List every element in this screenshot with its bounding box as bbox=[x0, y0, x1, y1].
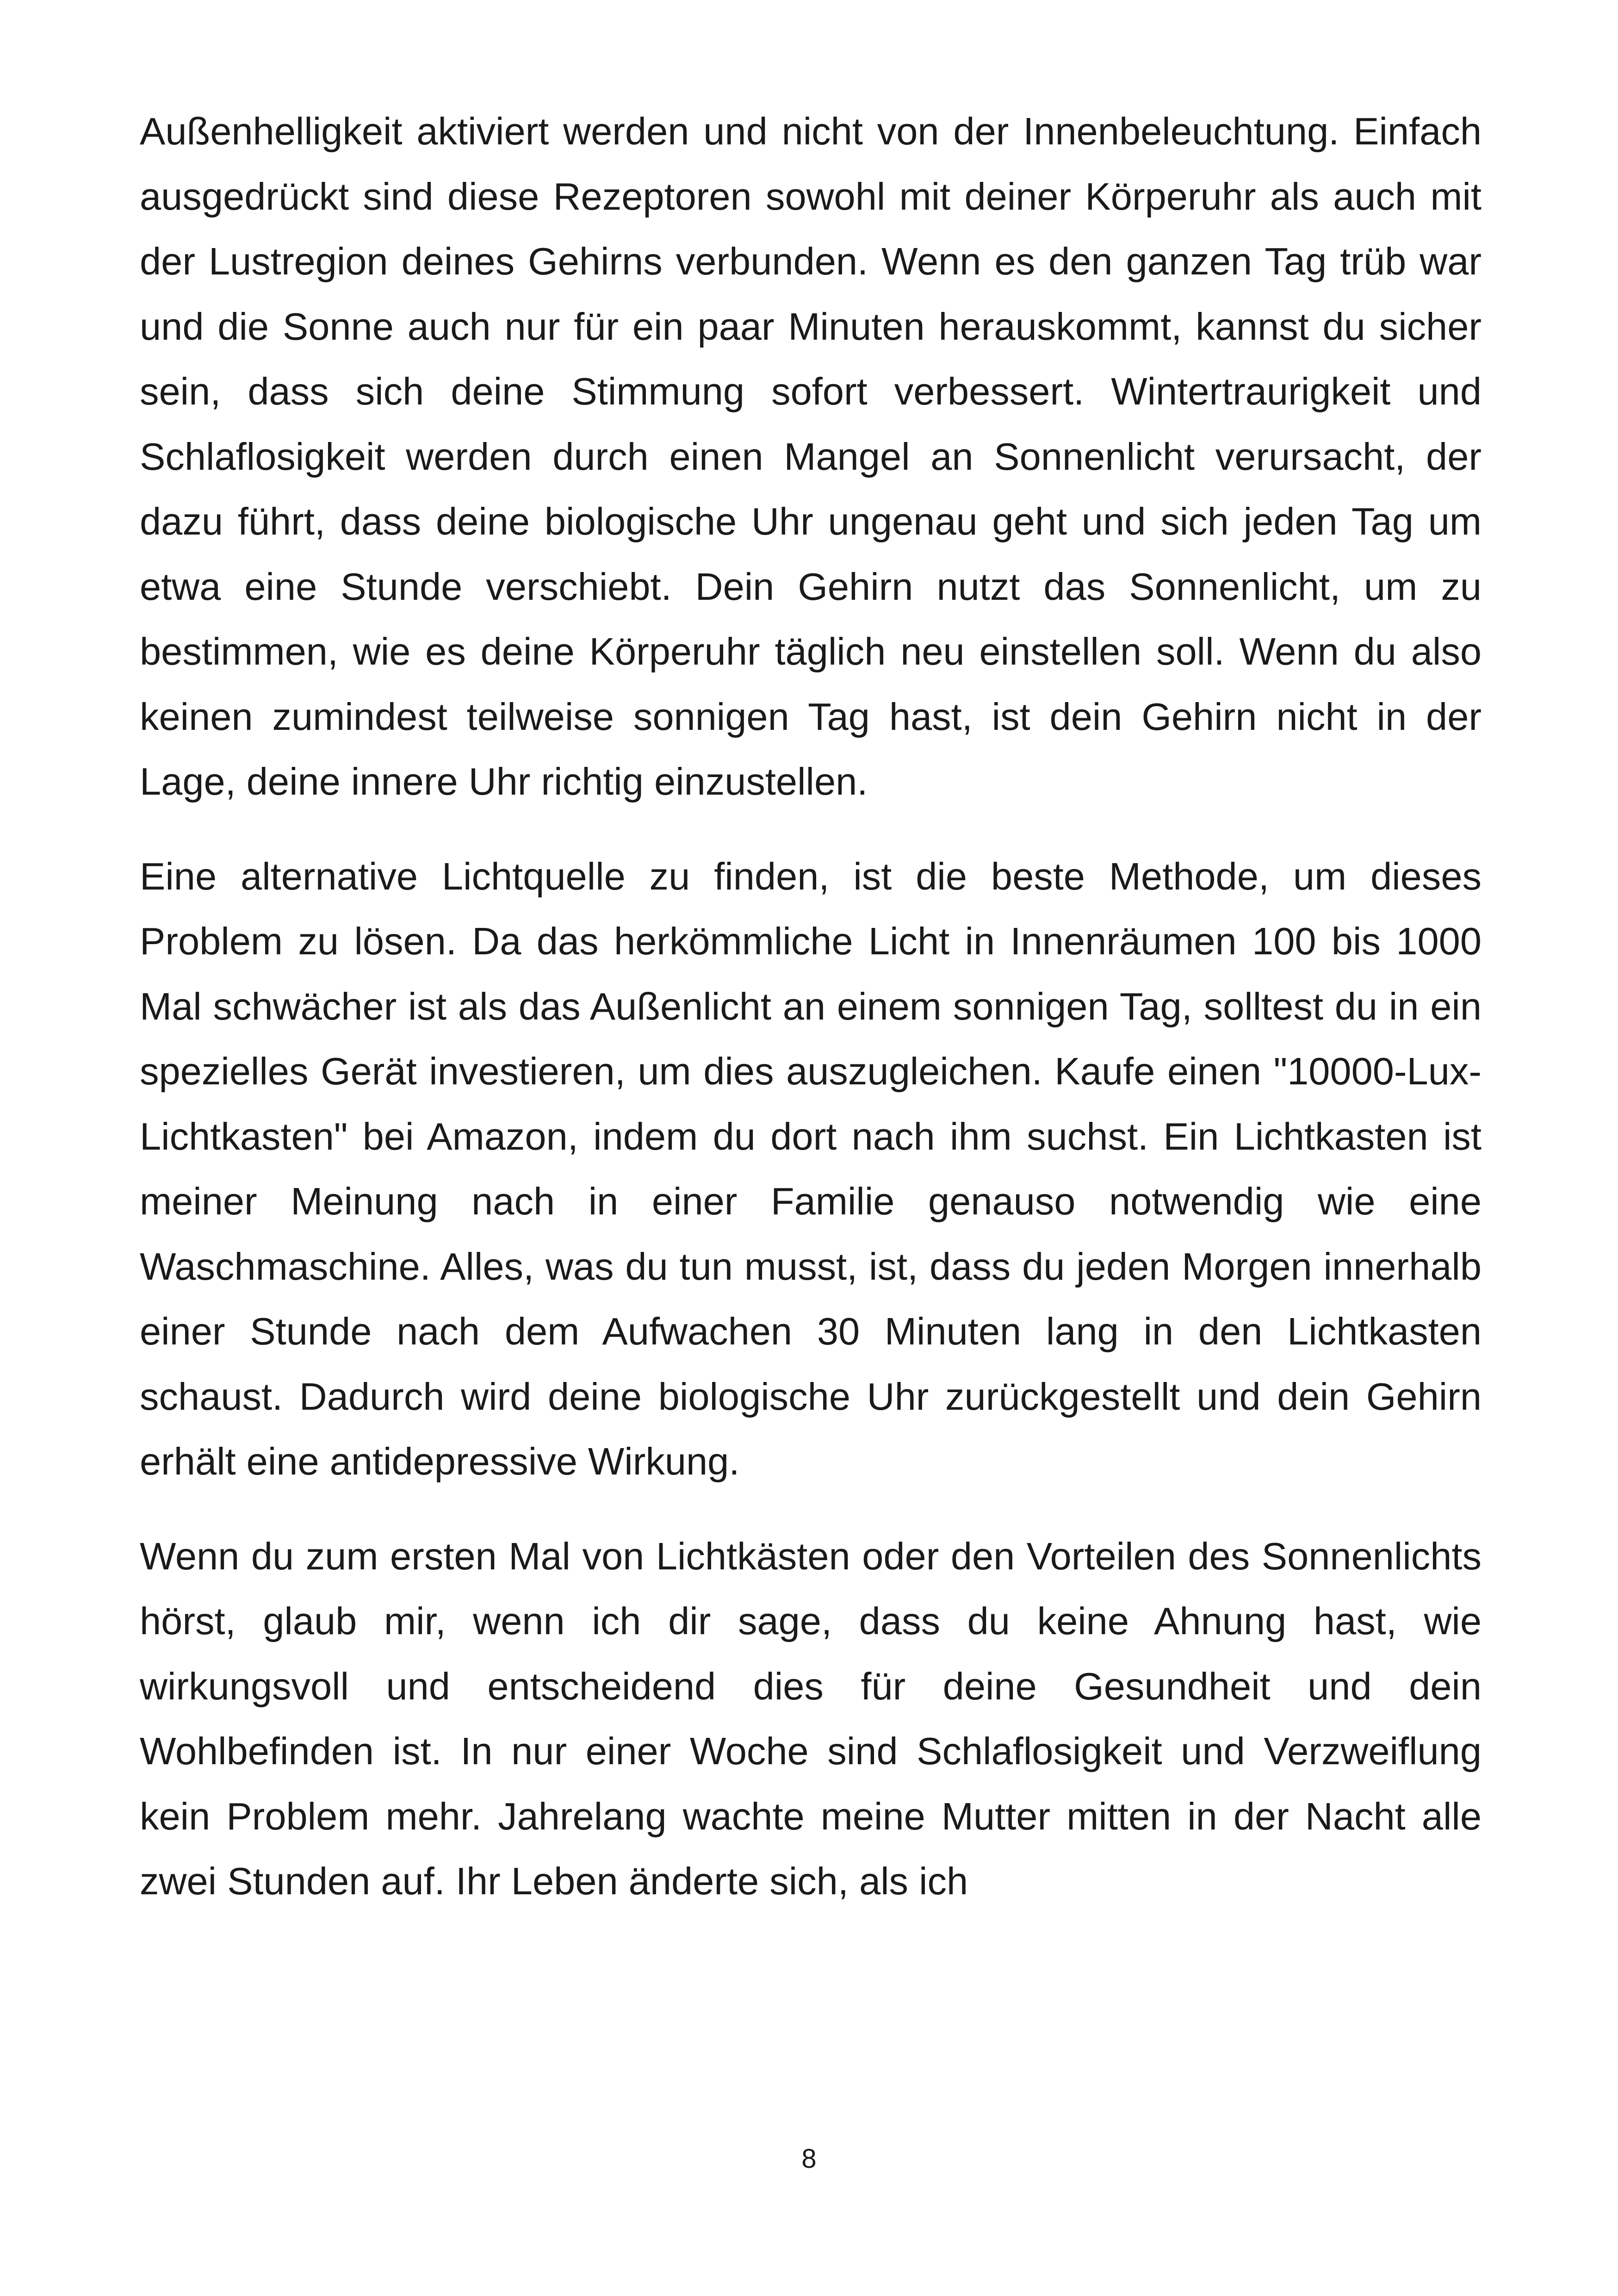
paragraph-2: Eine alternative Lichtquelle zu finden, ist die beste Methode, um dieses Problem zu lösen. Da das herkömmliche Licht in Innenräumen 100 bis 1000 Mal schwächer ist als das Außenlicht an einem sonnigen Tag, solltest du in ein spezielles Gerät investieren, um dies auszugleichen. Kaufe einen "10000-Lux-Lichtkasten" bei Amazon, indem du dort nach ihm suchst. Ein Lichtkasten ist meiner Meinung nach in einer Familie genauso notwendig wie eine Waschmaschine. Alles, was du tun musst, ist, dass du jeden Morgen innerhalb einer Stunde nach dem Aufwachen 30 Minuten lang in den Lichtkasten schaust. Dadurch wird deine biologische Uhr zurückgestellt und dein Gehirn erhält eine antidepressive Wirkung. bbox=[140, 854, 1482, 1483]
paragraph-3: Wenn du zum ersten Mal von Lichtkästen oder den Vorteilen des Sonnenlichts hörst, glaub mir, wenn ich dir sage, dass du keine Ahnung hast, wie wirkungsvoll und entscheidend dies für deine Gesundheit und dein Wohlbefinden ist. In nur einer Woche sind Schlaflosigkeit und Verzweiflung kein Problem mehr. Jahrelang wachte meine Mutter mitten in der Nacht alle zwei Stunden auf. Ihr Leben änderte sich, als ich bbox=[140, 1534, 1482, 1903]
body-text bbox=[140, 99, 1482, 1914]
paragraph-1: Außenhelligkeit aktiviert werden und nicht von der Innenbeleuchtung. Einfach ausgedrückt sind diese Rezeptoren sowohl mit deiner Körperuhr als auch mit der Lustregion deines Gehirns verbunden. Wenn es den ganzen Tag trüb war und die Sonne auch nur für ein paar Minuten herauskommt, kannst du sicher sein, dass sich deine Stimmung sofort verbessert. Wintertraurigkeit und Schlaflosigkeit werden durch einen Mangel an Sonnenlicht verursacht, der dazu führt, dass deine biologische Uhr ungenau geht und sich jeden Tag um etwa eine Stunde verschiebt. Dein Gehirn nutzt das Sonnenlicht, um zu bestimmen, wie es deine Körperuhr täglich neu einstellen soll. Wenn du also keinen zumindest teilweise sonnigen Tag hast, ist dein Gehirn nicht in der Lage, deine innere Uhr richtig einzustellen. bbox=[140, 110, 1482, 803]
page-number: 8 bbox=[801, 2144, 817, 2174]
